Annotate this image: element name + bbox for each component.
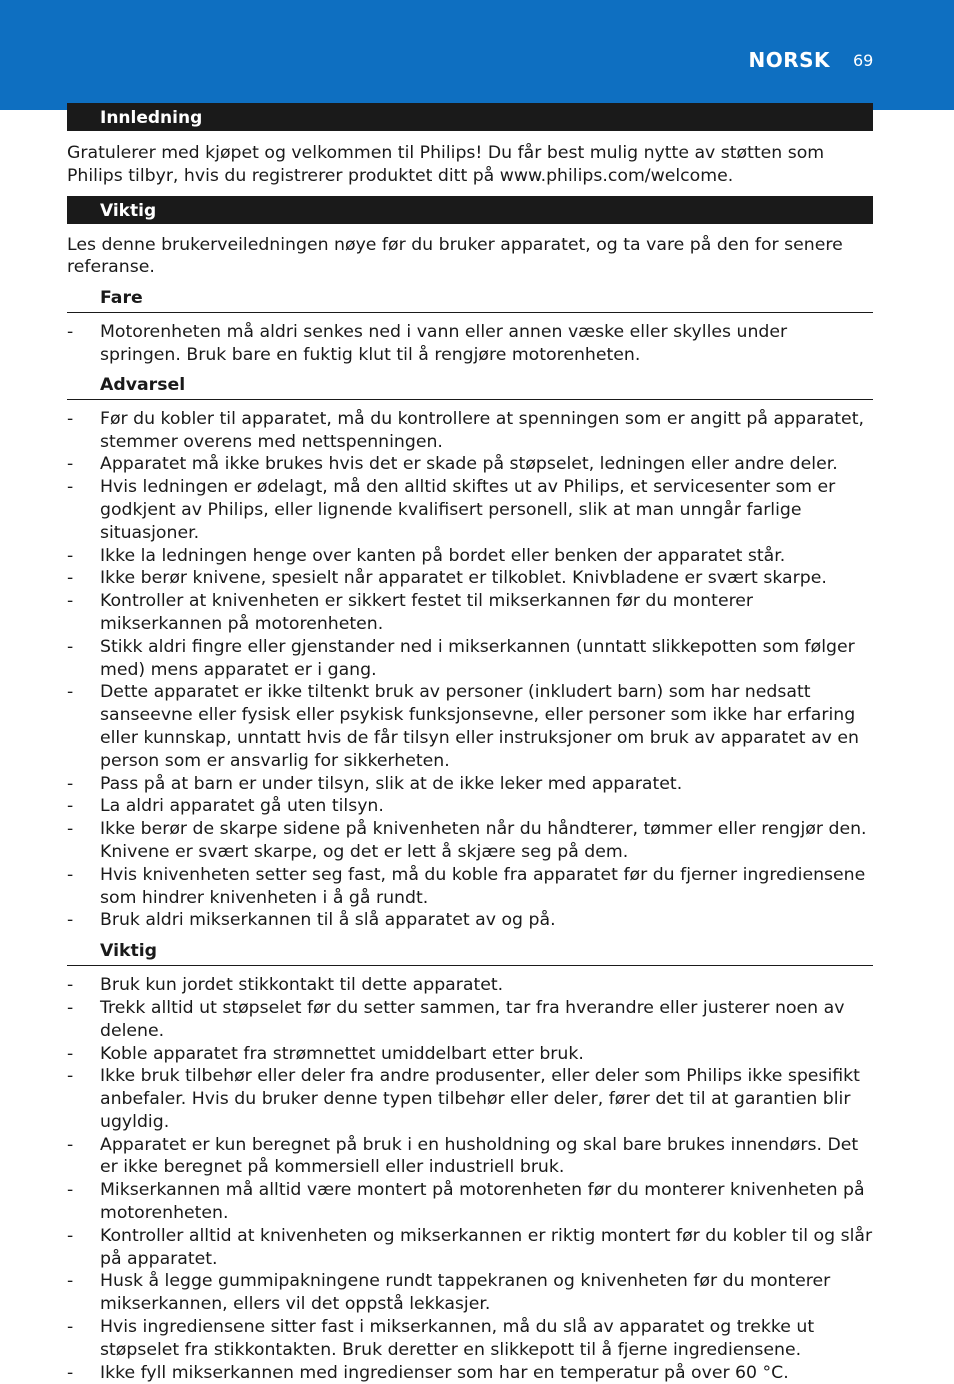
subsection-title-viktig: Viktig: [67, 940, 873, 966]
page-number: 69: [853, 51, 874, 70]
list-item: - Trekk alltid ut støpselet før du setter sammen, tar fra hverandre eller justerer noen av delene.: [67, 997, 845, 1041]
viktig-paragraph: Les denne brukerveiledningen nøye før du bruker apparatet, og ta vare på den for senere referanse.: [67, 234, 843, 278]
intro-paragraph: Gratulerer med kjøpet og velkommen til Philips! Du får best mulig nytte av støtten som Philips tilbyr, hvis du registrerer produktet ditt på www.philips.com/welcome.: [67, 143, 825, 186]
advarsel-list: [67, 408, 873, 932]
subsection-title-fare: Fare: [67, 287, 873, 313]
page-content: [67, 103, 873, 1384]
fare-list: [67, 321, 873, 367]
list-item: - Før du kobler til apparatet, må du kontrollere at spenningen som er angitt på apparatet, stemmer overens med nettspenningen.: [67, 408, 864, 452]
section-title-innledning: Innledning: [67, 103, 873, 131]
list-item: - Hvis ingrediensene sitter fast i mikserkannen, må du slå av apparatet og trekke ut støpselet fra stikkontakten. Bruk deretter en slikkepott til å fjerne ingrediensene.: [67, 1317, 815, 1360]
list-item: - Hvis knivenheten setter seg fast, må du koble fra apparatet før du fjerner ingrediensene som hindrer knivenheten i å gå rundt.: [67, 864, 866, 908]
list-item: - Husk å legge gummipakningene rundt tappekranen og knivenheten før du monterer mikserkannen, ellers vil det oppstå lekkasjer.: [67, 1271, 831, 1315]
list-item: - Ikke berør knivene, spesielt når apparatet er tilkoblet. Knivbladene er svært skarpe.: [67, 568, 827, 589]
list-item: - Bruk aldri mikserkannen til å slå apparatet av og på.: [67, 910, 556, 931]
list-item: - Bruk kun jordet stikkontakt til dette apparatet.: [67, 975, 504, 996]
subsection-title-advarsel: Advarsel: [67, 374, 873, 400]
language-label: NORSK: [748, 48, 830, 72]
list-item: - Apparatet er kun beregnet på bruk i en husholdning og skal bare brukes innendørs. Det er ikke beregnet på kommersiell eller industriell bruk.: [67, 1134, 859, 1178]
list-item: - Dette apparatet er ikke tiltenkt bruk av personer (inkludert barn) som har nedsatt sanseevne eller fysisk eller psykisk funksjonsevne, eller personer som ikke har erfaring eller kunnskap, unntatt hvis de får tilsyn eller instruksjoner om bruk av apparatet av en person som er ansvarlig for sikkerheten.: [67, 682, 859, 771]
list-item: - Hvis ledningen er ødelagt, må den alltid skiftes ut av Philips, et servicesenter som er godkjent av Philips, eller lignende kvalifisert personell, slik at man unngår farlige situasjoner.: [67, 477, 836, 543]
list-item: - Ikke bruk tilbehør eller deler fra andre produsenter, eller deler som Philips ikke spesifikt anbefaler. Hvis du bruker denne typen tilbehør eller deler, fører det til at garantien blir ugyldig.: [67, 1066, 860, 1132]
viktig-list: [67, 974, 873, 1384]
list-item: - Ikke berør de skarpe sidene på knivenheten når du håndterer, tømmer eller rengjør den. Knivene er svært skarpe, og det er lett å skjære seg på dem.: [67, 819, 867, 862]
list-item: - Ikke fyll mikserkannen med ingredienser som har en temperatur på over 60 °C.: [67, 1362, 789, 1383]
header-bar: [0, 0, 954, 110]
list-item: - Ikke la ledningen henge over kanten på bordet eller benken der apparatet står.: [67, 545, 786, 566]
list-item: - Kontroller at knivenheten er sikkert festet til mikserkannen før du monterer mikserkannen på motorenheten.: [67, 591, 754, 634]
section-title-viktig: Viktig: [67, 196, 873, 224]
list-item: - Stikk aldri fingre eller gjenstander ned i mikserkannen (unntatt slikkepotten som følger med) mens apparatet er i gang.: [67, 636, 855, 680]
list-item: - Motorenheten må aldri senkes ned i vann eller annen væske eller skylles under springen. Bruk bare en fuktig klut til å rengjøre motorenheten.: [67, 322, 788, 365]
list-item: - Mikserkannen må alltid være montert på motorenheten før du monterer knivenheten på motorenheten.: [67, 1180, 865, 1224]
list-item: - Kontroller alltid at knivenheten og mikserkannen er riktig montert før du kobler til og slår på apparatet.: [67, 1225, 873, 1269]
list-item: - Pass på at barn er under tilsyn, slik at de ikke leker med apparatet.: [67, 773, 683, 794]
list-item: - Koble apparatet fra strømnettet umiddelbart etter bruk.: [67, 1043, 584, 1064]
list-item: - Apparatet må ikke brukes hvis det er skade på støpselet, ledningen eller andre deler.: [67, 454, 838, 475]
list-item: - La aldri apparatet gå uten tilsyn.: [67, 796, 384, 817]
